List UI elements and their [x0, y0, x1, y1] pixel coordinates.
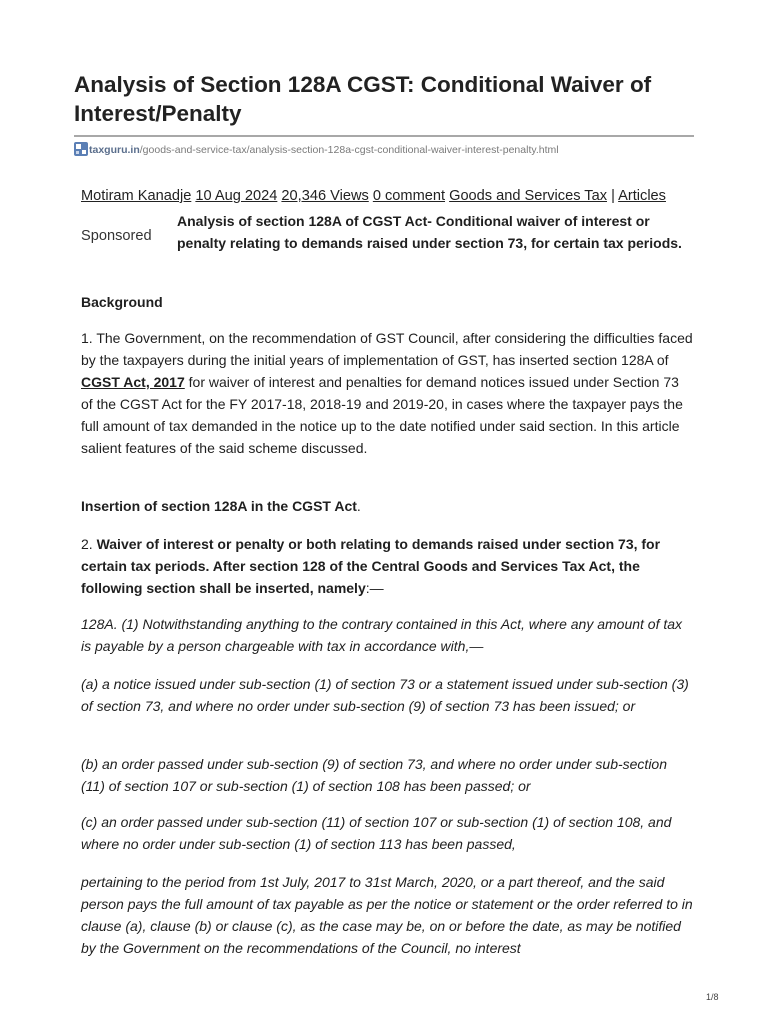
clause-intro: 128A. (1) Notwithstanding anything to the contrary contained in this Act, where any amount of tax is payable by a person chargeable with tax in accordance with,—: [81, 616, 683, 654]
page-number: 1/8: [706, 992, 719, 1002]
article-summary: Analysis of section 128A of CGST Act- Conditional waiver of interest or penalty relating to demands raised under section 73, for certain tax periods.: [177, 213, 682, 251]
insertion-heading-tail: .: [356, 498, 361, 514]
source-url[interactable]: [74, 142, 559, 159]
views-link[interactable]: 20,346 Views: [281, 188, 369, 204]
article-meta: [81, 188, 666, 204]
title-divider: [74, 135, 694, 137]
taxguru-favicon-icon: [74, 142, 88, 159]
paragraph-2: [81, 533, 693, 599]
paragraph-2-tail: :—: [365, 580, 384, 596]
source-domain[interactable]: taxguru.in: [89, 144, 140, 156]
clause-b: (b) an order passed under sub-section (9) of section 73, and where no order under sub-section (11) of section 107 or sub-section (1) of section 108 has been passed; or: [81, 756, 668, 794]
meta-separator: |: [611, 188, 615, 204]
clause-tail: pertaining to the period from 1st July, 2017 to 31st March, 2020, or a part thereof, and the said person pays the full amount of tax payable as per the notice or statement or the order referred to in clause (a), clause (b) or clause (c), as the case may be, on or before the date, as may be notified by the Government on the recommendations of the Council, no interest: [81, 874, 693, 956]
date-link[interactable]: 10 Aug 2024: [195, 188, 278, 204]
source-path[interactable]: /goods-and-service-tax/analysis-section-128a-cgst-conditional-waiver-interest-penalty.html: [139, 144, 559, 156]
paragraph-2-number: 2.: [81, 536, 97, 552]
comments-link[interactable]: 0 comment: [372, 188, 446, 204]
category-link[interactable]: Goods and Services Tax: [449, 188, 608, 204]
paragraph-1-start: 1. The Government, on the recommendation of GST Council, after considering the difficulties faced by the taxpayers during the initial years of implementation of GST, has inserted section 128A of: [81, 330, 693, 368]
insertion-heading-text: Insertion of section 128A in the CGST Act: [81, 498, 357, 514]
section-link[interactable]: Articles: [618, 188, 666, 204]
paragraph-1: [81, 327, 693, 459]
paragraph-2-bold: Waiver of interest or penalty or both relating to demands raised under section 73, for certain tax periods. After section 128 of the Central Goods and Services Tax Act, the following section shall be inserted, namely: [81, 536, 661, 596]
sponsored-label: Sponsored: [81, 228, 152, 244]
article-title: Analysis of Section 128A CGST: Conditional Waiver of Interest/Penalty: [74, 72, 652, 126]
background-heading: Background: [81, 294, 163, 310]
cgst-act-link[interactable]: CGST Act, 2017: [81, 374, 185, 390]
author-link[interactable]: Motiram Kanadje: [81, 188, 192, 204]
insertion-heading: [81, 495, 693, 517]
paragraph-1-end: for waiver of interest and penalties for demand notices issued under Section 73 of the CGST Act for the FY 2017-18, 2018-19 and 2019-20, in cases where the taxpayer pays the full amount of tax demanded in the notice up to the date notified under said section. In this article salient features of the said scheme discussed.: [81, 374, 683, 456]
clause-c: (c) an order passed under sub-section (11) of section 107 or sub-section (1) of section 108, and where no order under sub-section (1) of section 113 has been passed,: [81, 814, 672, 852]
clause-a: (a) a notice issued under sub-section (1) of section 73 or a statement issued under sub-section (3) of section 73, and where no order under sub-section (9) of section 73 has been issued; or: [81, 676, 689, 714]
